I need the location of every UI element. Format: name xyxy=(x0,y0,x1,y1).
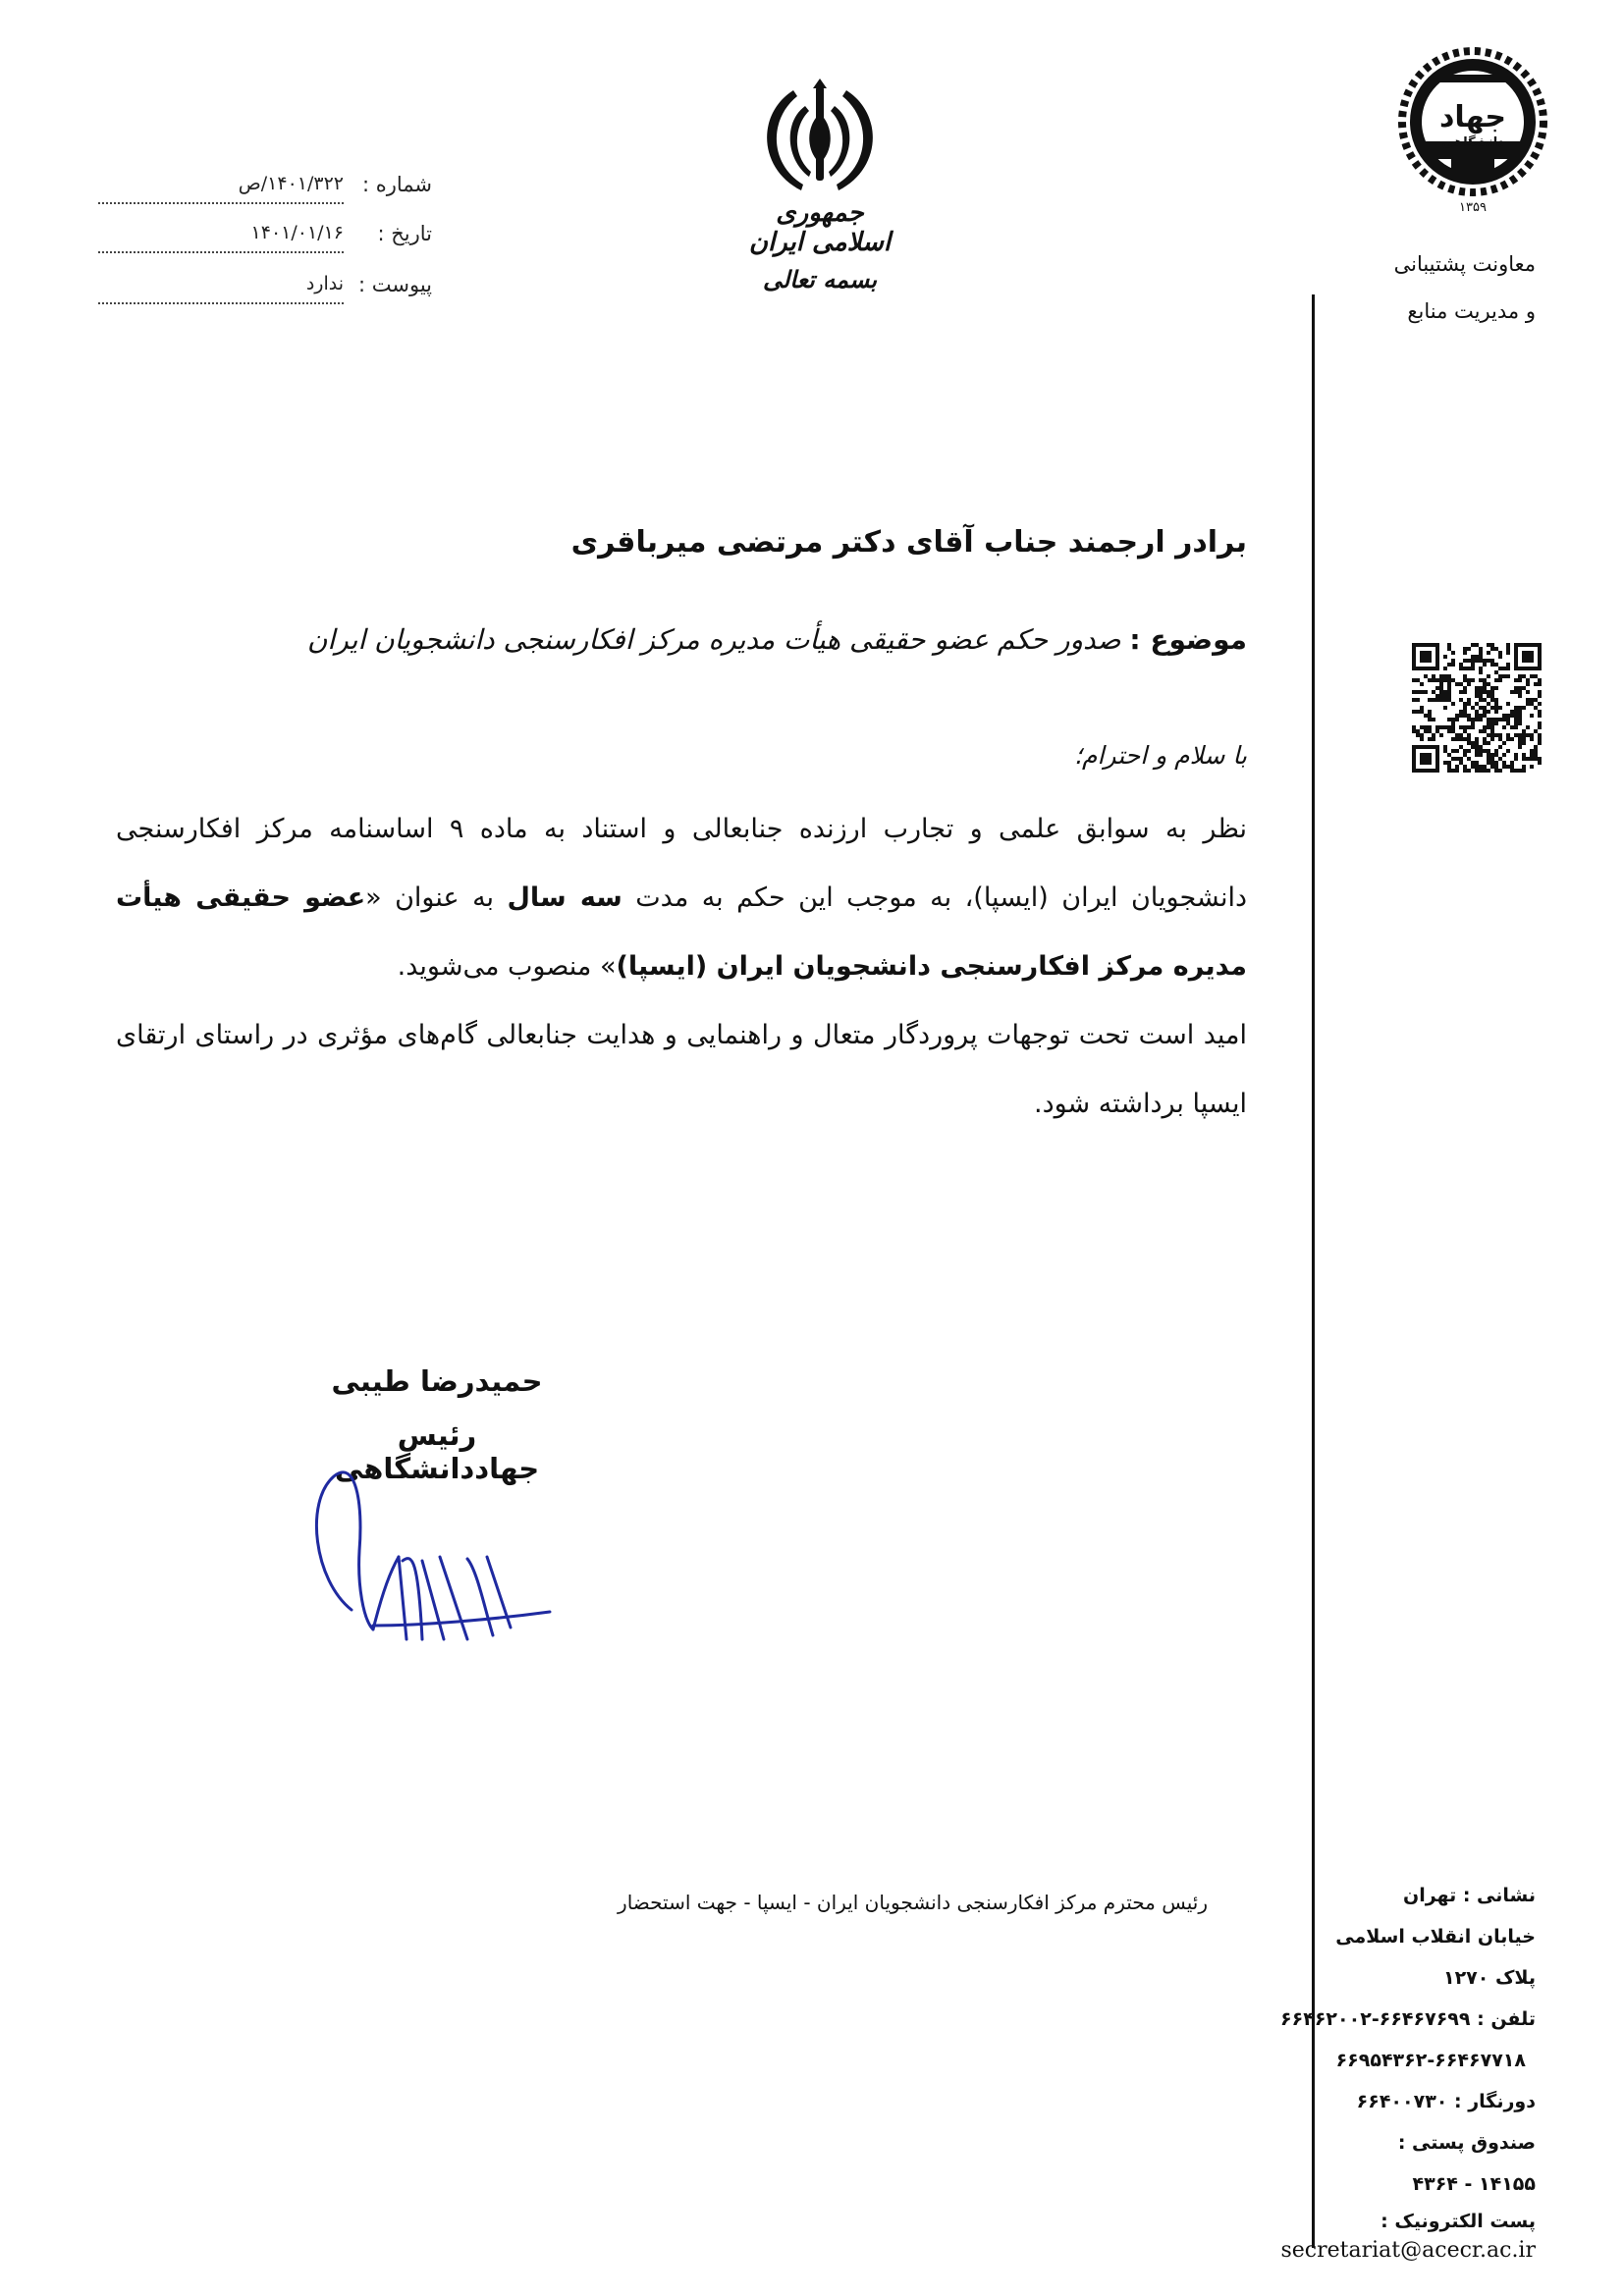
address-phone-2: ۶۶۹۵۴۳۶۲-۶۶۴۶۷۷۱۸ xyxy=(1335,2050,1526,2071)
address-line-2: خیابان انقلاب اسلامی xyxy=(1335,1926,1536,1948)
jahad-logo-name: جهاد xyxy=(1438,100,1507,134)
carbon-copy-line: رئیس محترم مرکز افکارسنجی دانشجویان ایران - ایسپا - جهت استحضار xyxy=(618,1891,1208,1914)
address-phone: تلفن : ۶۶۴۶۷۶۹۹-۶۶۴۶۲۰۰۲ xyxy=(1280,2008,1536,2030)
signer-title: رئیس جهاددانشگاهی xyxy=(334,1418,540,1485)
body-p1-part-c: » منصوب می‌شوید. xyxy=(397,951,617,982)
greeting: با سلام و احترام؛ xyxy=(1074,741,1247,770)
letter-date-label: تاریخ : xyxy=(377,222,432,245)
letter-attachment-dots xyxy=(98,302,344,304)
address-po-box: ۱۴۱۵۵ - ۴۳۶۴ xyxy=(1412,2173,1536,2195)
subject-label: موضوع : xyxy=(1129,623,1247,656)
iran-emblem-icon xyxy=(746,79,893,196)
body-p1-role: عضو حقیقی هیأت مدیره مرکز افکارسنجی دانشجویان ایران (ایسپا) xyxy=(116,882,1247,982)
handwritten-signature xyxy=(304,1463,560,1649)
body-p1-part-b: به عنوان « xyxy=(365,882,508,913)
qr-code-icon xyxy=(1412,643,1542,773)
signer-name: حمیدرضا طیبی xyxy=(331,1364,543,1398)
letter-date-dots xyxy=(98,251,344,253)
invocation-text: بسمه تعالی xyxy=(762,265,878,294)
jahad-logo xyxy=(1394,43,1551,220)
addressee: برادر ارجمند جناب آقای دکتر مرتضی میرباقری xyxy=(570,525,1247,560)
jahad-logo-sub: دانشگاهی xyxy=(1441,135,1504,150)
iran-emblem xyxy=(746,79,893,314)
qr-code[interactable] xyxy=(1412,643,1542,773)
emblem-caption: جمهوری اسلامی ایران xyxy=(748,198,892,257)
department-line-2: و مدیریت منابع xyxy=(1407,299,1536,323)
body-p1-duration: سه سال xyxy=(507,882,623,913)
address-line-1: نشانی : تهران xyxy=(1402,1885,1536,1906)
address-po-box-label: صندوق پستی : xyxy=(1397,2132,1536,2154)
letter-number-row xyxy=(98,173,432,212)
letter-date-value: ۱۴۰۱/۰۱/۱۶ xyxy=(250,222,344,243)
signature-icon xyxy=(304,1463,560,1649)
letter-attachment-label: پیوست : xyxy=(358,273,432,296)
department-line-1: معاونت پشتیبانی xyxy=(1393,252,1536,276)
address-email-link[interactable]: secretariat@acecr.ac.ir xyxy=(1280,2238,1536,2263)
letter-attachment-value: ندارد xyxy=(305,273,344,294)
subject-line xyxy=(307,623,1247,656)
letter-date-row xyxy=(98,222,432,261)
jahad-logo-year: ۱۳۵۹ xyxy=(1459,200,1487,215)
address-line-3: پلاک ۱۲۷۰ xyxy=(1442,1967,1536,1989)
address-fax: دورنگار : ۶۶۴۰۰۷۳۰ xyxy=(1356,2091,1536,2112)
body-paragraph-1 xyxy=(116,795,1247,1001)
body-p1-part-a: نظر به سوابق علمی و تجارب ارزنده جنابعالی و استناد به ماده ۹ اساسنامه مرکز افکارسنجی دانشجویان ایران (ایسپا)، به موجب این حکم به مدت xyxy=(116,814,1248,913)
address-email-label: پست الکترونیک : xyxy=(1380,2211,1536,2232)
subject-text: صدور حکم عضو حقیقی هیأت مدیره مرکز افکارسنجی دانشجویان ایران xyxy=(306,623,1121,656)
letter-number-label: شماره : xyxy=(361,173,432,196)
margin-divider xyxy=(1312,294,1315,2248)
letter-number-dots xyxy=(98,202,344,204)
letter-attachment-row xyxy=(98,273,432,312)
body-paragraph-2: امید است تحت توجهات پروردگار متعال و راهنمایی و هدایت جنابعالی گام‌های مؤثری در راستای ارتقای ایسپا برداشته شود. xyxy=(116,1020,1247,1119)
letter-number-value: ۱۴۰۱/۳۲۲/ص xyxy=(238,173,344,194)
